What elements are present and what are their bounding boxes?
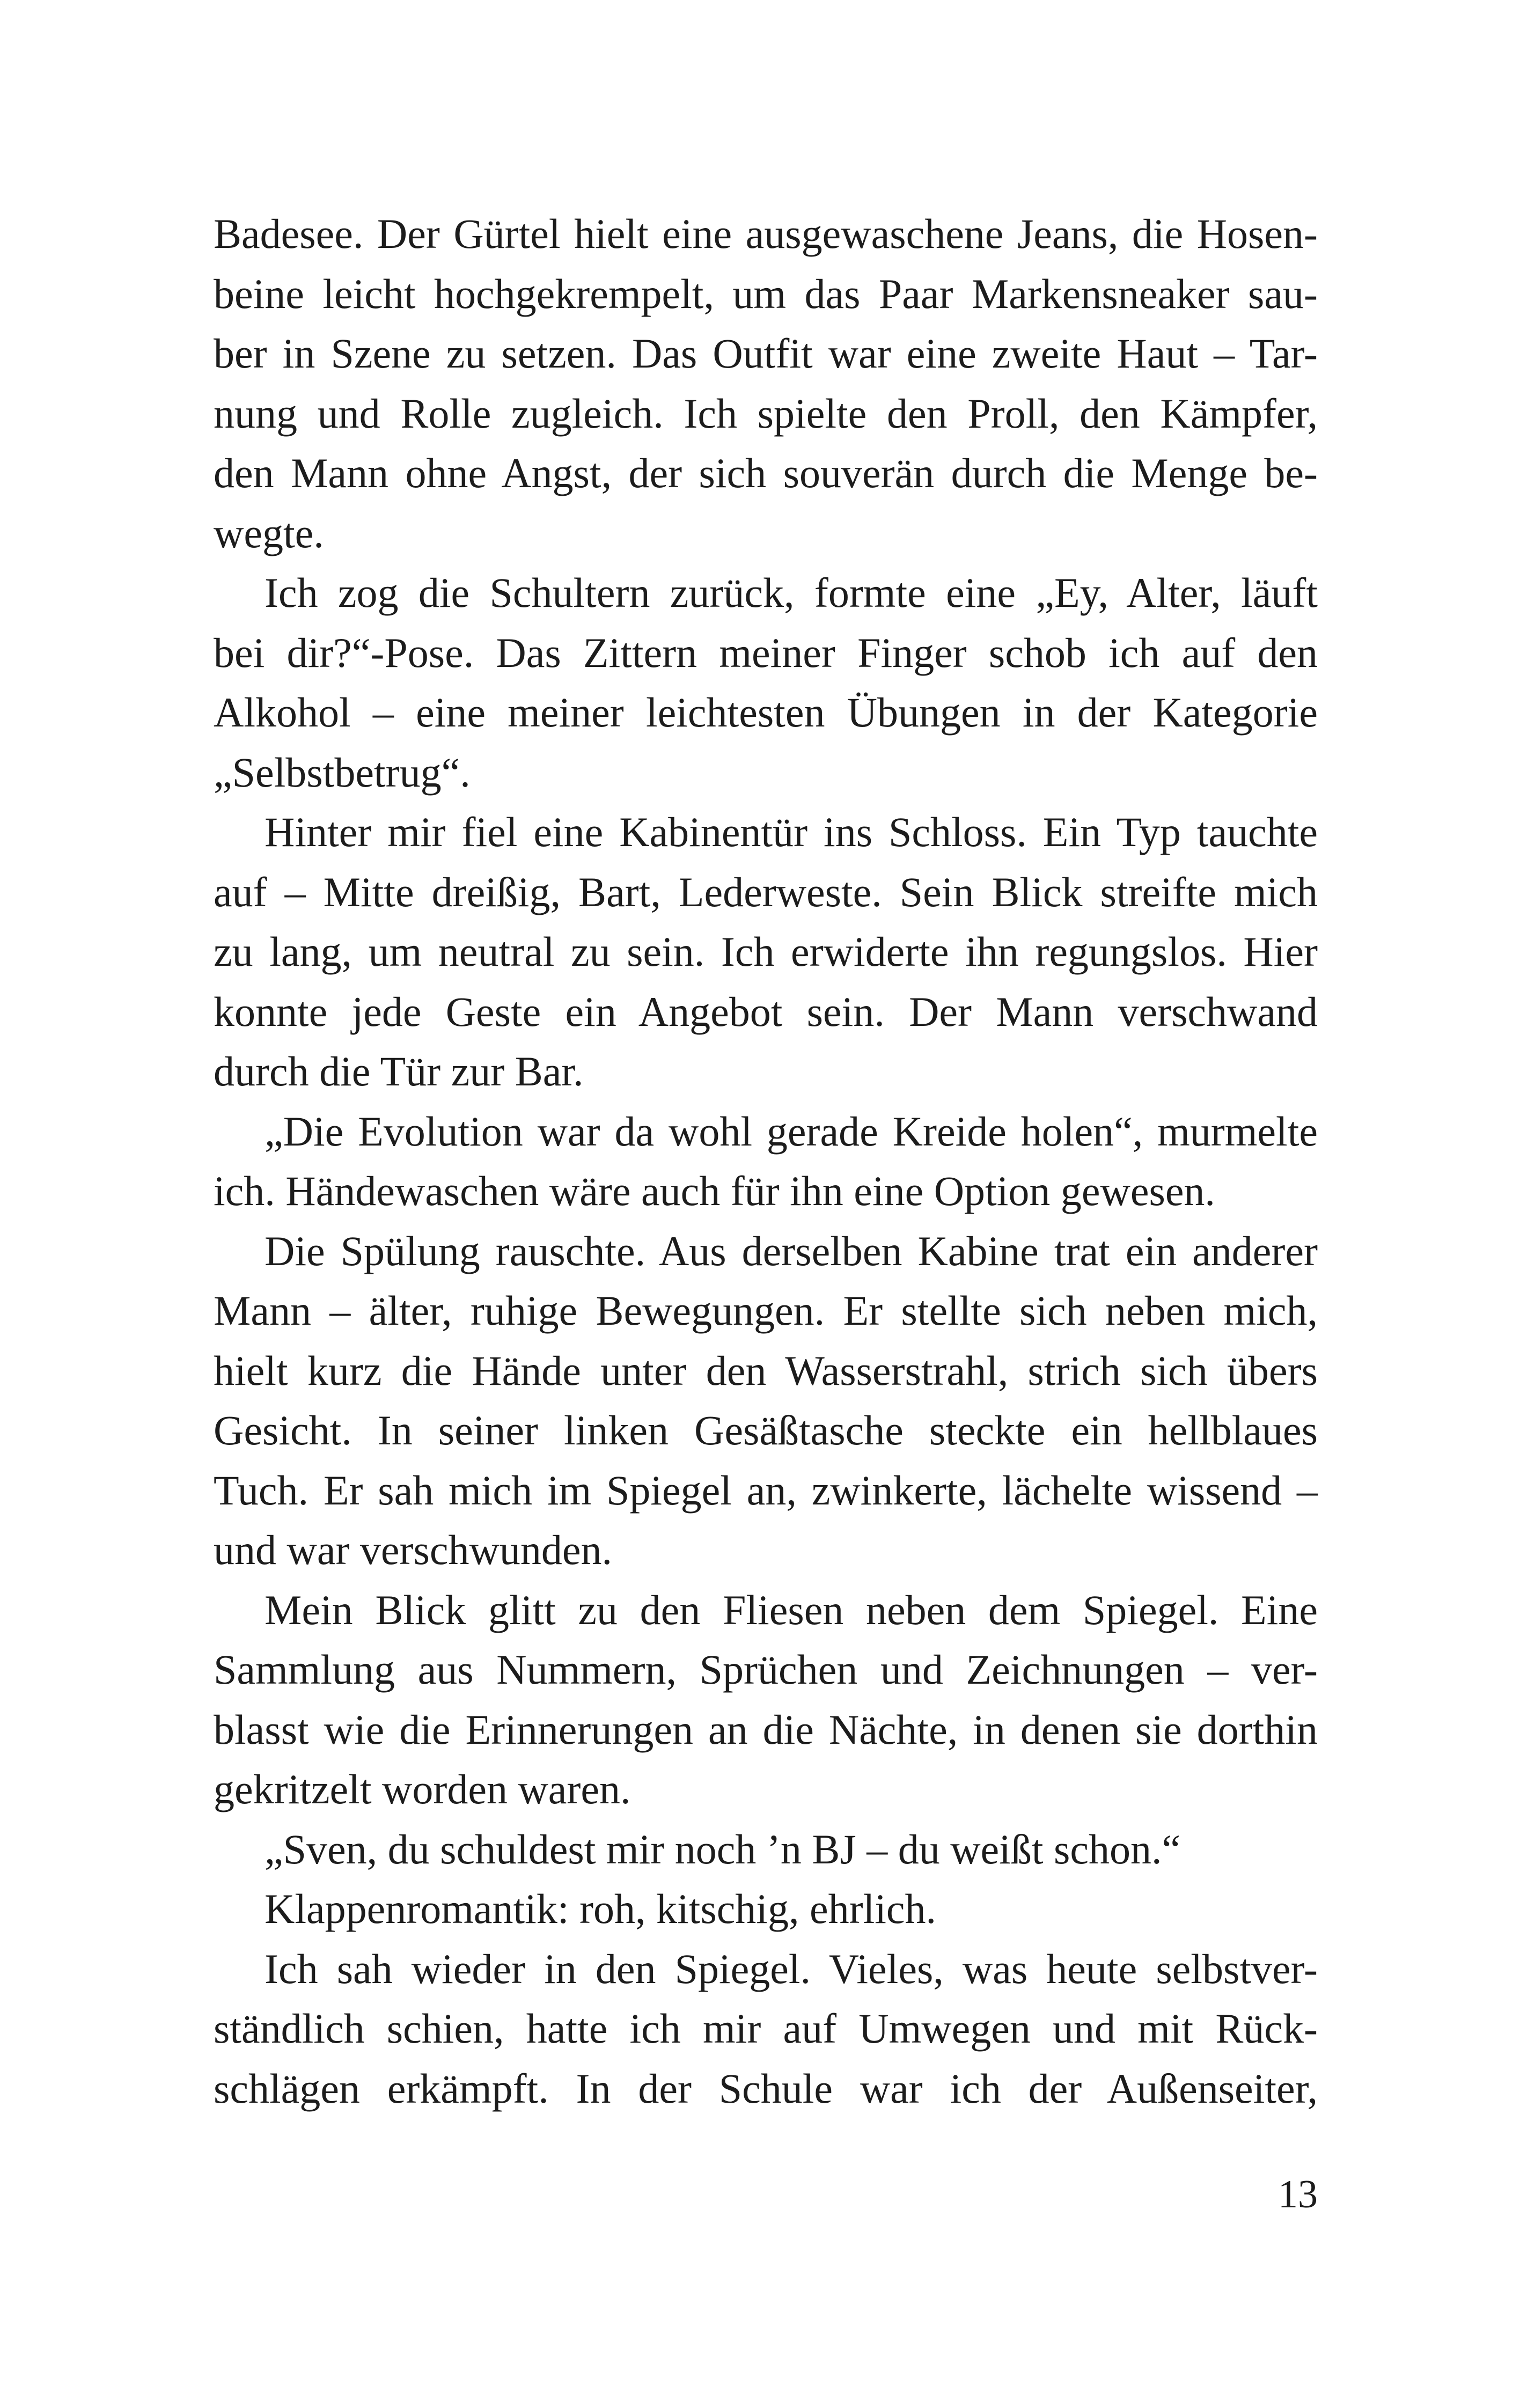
text-line: Alkohol – eine meiner leichtesten Übungen in der Kategorie <box>214 689 1318 736</box>
text-line: Die Spülung rauschte. Aus derselben Kabine trat ein anderer <box>265 1227 1318 1274</box>
text-line: Gesicht. In seiner linken Gesäßtasche steckte ein hellblaues <box>214 1407 1318 1453</box>
text-line: Badesee. Der Gürtel hielt eine ausgewaschene Jeans, die Hosen- <box>214 210 1318 257</box>
text-line: hielt kurz die Hände unter den Wasserstrahl, strich sich übers <box>214 1347 1318 1394</box>
text-line: „Selbstbetrug“. <box>214 748 471 796</box>
text-line: beine leicht hochgekrempelt, um das Paar Markensneaker sau- <box>214 270 1318 317</box>
text-line: und war verschwunden. <box>214 1526 612 1573</box>
text-line: nung und Rolle zugleich. Ich spielte den Proll, den Kämpfer, <box>214 390 1318 437</box>
text-line: den Mann ohne Angst, der sich souverän durch die Menge be- <box>214 450 1318 496</box>
text-line: Mann – älter, ruhige Bewegungen. Er stellte sich neben mich, <box>214 1287 1318 1334</box>
text-line: Hinter mir fiel eine Kabinentür ins Schloss. Ein Typ tauchte <box>265 809 1318 855</box>
body-text <box>214 204 1318 2118</box>
page-number: 13 <box>1278 2172 1318 2216</box>
text-line: blasst wie die Erinnerungen an die Nächte, in denen sie dorthin <box>214 1706 1318 1753</box>
text-line: „Sven, du schuldest mir noch ’n BJ – du weißt schon.“ <box>265 1825 1181 1873</box>
text-line: Ich zog die Schultern zurück, formte eine „Ey, Alter, läuft <box>265 569 1318 616</box>
text-line: konnte jede Geste ein Angebot sein. Der Mann verschwand <box>214 988 1318 1035</box>
text-line: Sammlung aus Nummern, Sprüchen und Zeichnungen – ver- <box>214 1646 1318 1693</box>
text-line: wegte. <box>214 509 324 556</box>
text-line: bei dir?“-Pose. Das Zittern meiner Finger schob ich auf den <box>214 629 1318 676</box>
text-line: ständlich schien, hatte ich mir auf Umwegen und mit Rück- <box>214 2005 1318 2052</box>
text-line: Ich sah wieder in den Spiegel. Vieles, was heute selbstver- <box>265 1945 1318 1992</box>
text-line: Mein Blick glitt zu den Fliesen neben dem Spiegel. Eine <box>265 1586 1318 1633</box>
text-line: schlägen erkämpft. In der Schule war ich der Außenseiter, <box>214 2065 1318 2112</box>
text-line: Klappenromantik: roh, kitschig, ehrlich. <box>265 1885 937 1932</box>
text-line: zu lang, um neutral zu sein. Ich erwiderte ihn regungslos. Hier <box>214 928 1318 975</box>
text-line: ber in Szene zu setzen. Das Outfit war eine zweite Haut – Tar- <box>214 330 1318 377</box>
text-line: „Die Evolution war da wohl gerade Kreide holen“, murmelte <box>265 1107 1318 1155</box>
text-line: auf – Mitte dreißig, Bart, Lederweste. Sein Blick streifte mich <box>214 868 1318 915</box>
text-line: ich. Händewaschen wäre auch für ihn eine Option gewesen. <box>214 1168 1215 1214</box>
text-line: Tuch. Er sah mich im Spiegel an, zwinkerte, lächelte wissend – <box>214 1466 1318 1514</box>
text-line: durch die Tür zur Bar. <box>214 1048 584 1095</box>
text-line: gekritzelt worden waren. <box>214 1766 631 1812</box>
